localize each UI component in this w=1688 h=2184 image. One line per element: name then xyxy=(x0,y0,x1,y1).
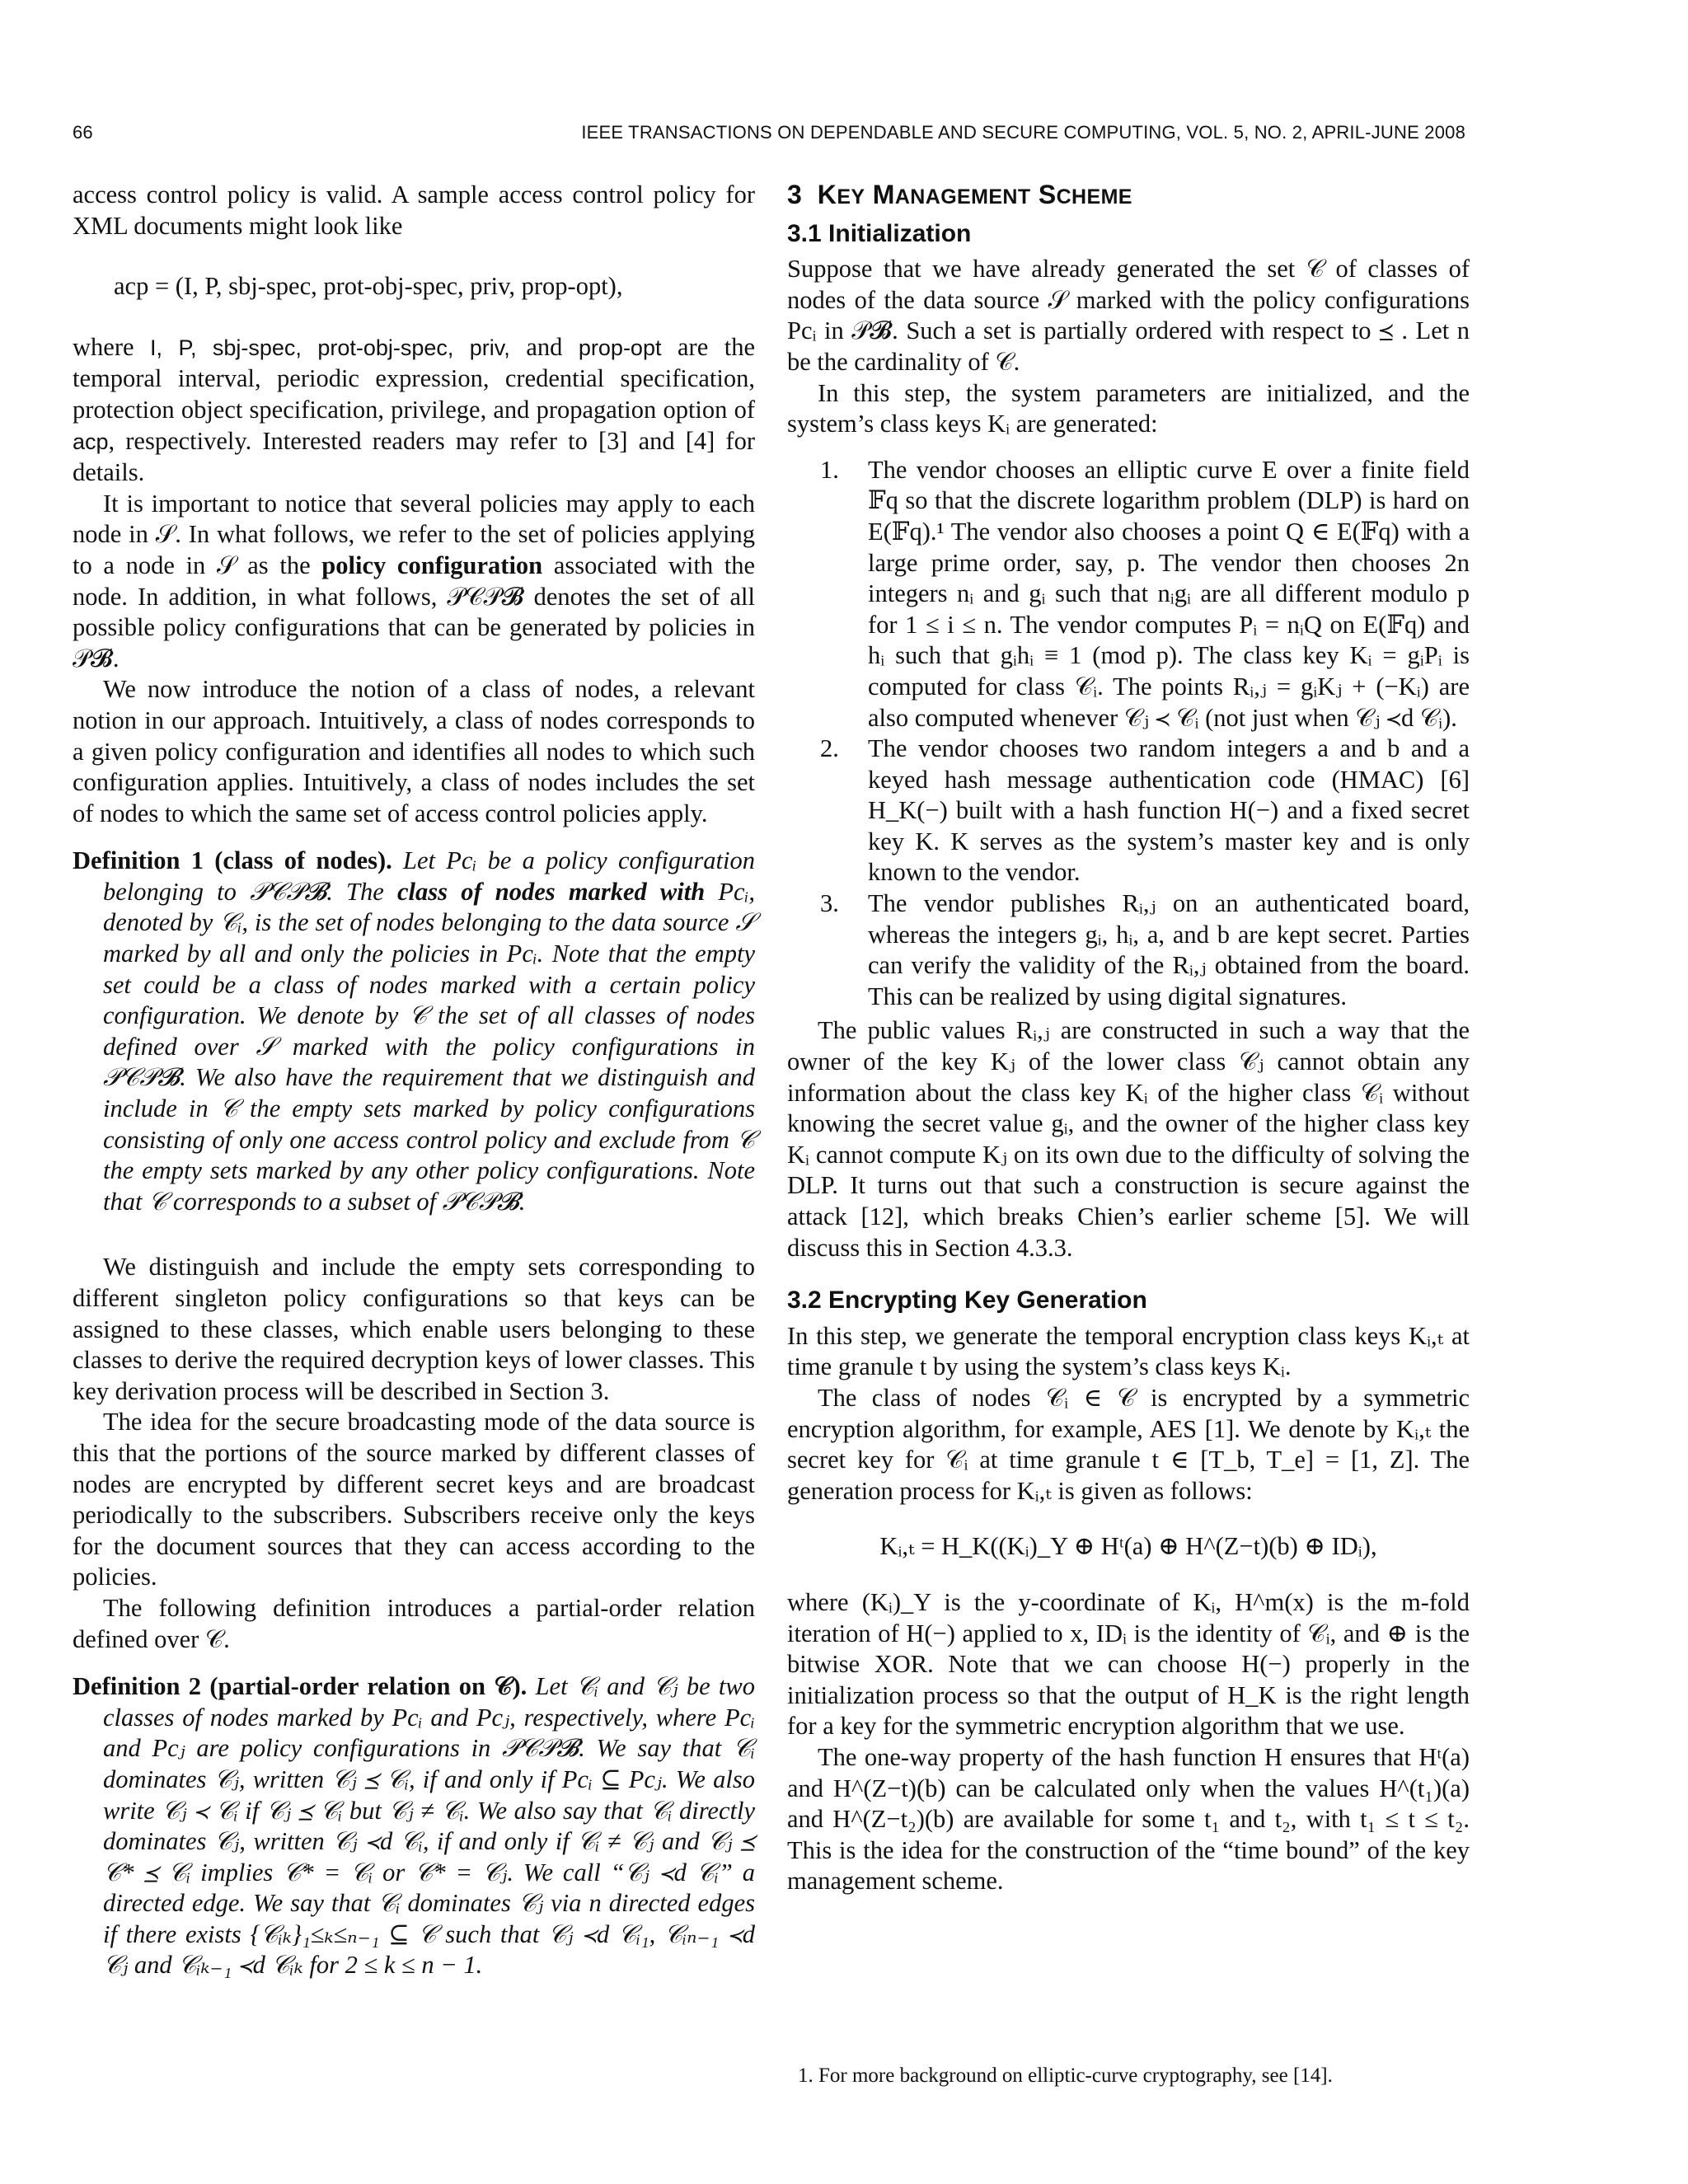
definition-1: Definition 1 (class of nodes). Let Pcᵢ be a policy configuration belonging to 𝒫𝒞𝒫𝓑. The class of nodes marked with Pcᵢ, denoted by 𝒞ᵢ, is the set of nodes belonging to the data source 𝒮 marked by all and only the policies in Pcᵢ. Note that the empty set could be a class of nodes marked with a certain policy configuration. We denote by 𝒞 the set of all classes of nodes defined over 𝒮 marked with the policy configurations in 𝒫𝒞𝒫𝓑. We also have the requirement that we distinguish and include in 𝒞 the empty sets marked by policy configurations consisting of only one access control policy and exclude from 𝒞 the empty sets marked by any other policy configurations. Note that 𝒞 corresponds to a subset of 𝒫𝒞𝒫𝓑. xyxy=(73,846,756,1216)
paragraph: The class of nodes 𝒞ᵢ ∈ 𝒞 is encrypted by a symmetric encryption algorithm, for example, AES [1]. We denote by Kᵢ,ₜ the secret key for 𝒞ᵢ at time granule t ∈ [T_b, T_e] = [1, Z]. The generation process for Kᵢ,ₜ is given as follows: xyxy=(787,1383,1470,1505)
definition-title: Definition 1 (class of nodes). xyxy=(73,846,392,875)
left-column xyxy=(73,180,755,1981)
term-propopt: prop-opt xyxy=(578,335,662,360)
equation-key: Kᵢ,ₜ = H_K((Kᵢ)_Y ⊕ Hᵗ(a) ⊕ H^(Z−t)(b) ⊕ IDᵢ), xyxy=(879,1532,1377,1561)
paragraph: In this step, we generate the temporal encryption class keys Kᵢ,ₜ at time granule t by using the system’s class keys Kᵢ. xyxy=(787,1321,1470,1381)
list-item: 2. The vendor chooses two random integers a and b and a keyed hash message authentication code (HMAC) [6] H_K(−) built with a hash function H(−) and a fixed secret key K. K serves as the system’s master key and is only known to the vendor. xyxy=(820,734,1470,887)
paragraph: In this step, the system parameters are initialized, and the system’s class keys Kᵢ are generated: xyxy=(787,378,1470,438)
paragraph: The one-way property of the hash function H ensures that Hᵗ(a) and H^(Z−t)(b) can be calculated only when the values H^(t₁)(a) and H^(Z−t₂)(b) are available for some t₁ and t₂, with t₁ ≤ t ≤ t₂. This is the idea for the construction of the “time bound” of the key management scheme. xyxy=(787,1742,1470,1896)
section-heading: 3 KEY MANAGEMENT SCHEME xyxy=(787,180,1132,209)
paragraph: where I, P, sbj-spec, prot-obj-spec, priv, and prop-opt are the temporal interval, periodic expression, credential specification, protection object specification, privilege, and propagation option of acp, respectively. Interested readers may refer to [3] and [4] for details. xyxy=(73,332,756,487)
definition-title: Definition 2 (partial-order relation on 𝒞). xyxy=(73,1672,528,1701)
term-acp: acp xyxy=(73,429,109,454)
subsection-heading: 3.1 Initialization xyxy=(787,219,972,247)
list-item: 3. The vendor publishes Rᵢ,ⱼ on an authenticated board, whereas the integers gᵢ, hᵢ, a, and b are kept secret. Parties can verify the validity of the Rᵢ,ⱼ obtained from the board. This can be realized by using digital signatures. xyxy=(820,889,1470,1010)
paragraph: It is important to notice that several policies may apply to each node in 𝒮. In what follows, we refer to the set of policies applying to a node in 𝒮 as the policy configuration associated with the node. In addition, in what follows, 𝒫𝒞𝒫𝓑 denotes the set of all possible policy configurations that can be generated by policies in 𝒫𝓑. xyxy=(73,489,756,673)
bold-term: policy configuration xyxy=(321,551,543,579)
equation-acp: acp = (I, P, sbj-spec, prot-obj-spec, priv, prop-opt), xyxy=(114,272,623,301)
list-item: 1. The vendor chooses an elliptic curve E over a finite field 𝔽q so that the discrete logarithm problem (DLP) is hard on E(𝔽q).¹ The vendor also chooses a point Q ∈ E(𝔽q) with a large prime order, say, p. The vendor then chooses 2n integers nᵢ and gᵢ such that nᵢgᵢ are all different modulo p for 1 ≤ i ≤ n. The vendor computes Pᵢ = nᵢQ on E(𝔽q) and hᵢ such that gᵢhᵢ ≡ 1 (mod p). The class key Kᵢ = gᵢPᵢ is computed for class 𝒞ᵢ. The points Rᵢ,ⱼ = gᵢKⱼ + (−Kᵢ) are also computed whenever 𝒞ⱼ ≺ 𝒞ᵢ (not just when 𝒞ⱼ ≺d 𝒞ᵢ). xyxy=(820,455,1470,732)
paragraph: We now introduce the notion of a class of nodes, a relevant notion in our approach. Intuitively, a class of nodes corresponds to a given policy configuration and identifies all nodes to which such configuration applies. Intuitively, a class of nodes includes the set of nodes to which the same set of access control policies apply. xyxy=(73,675,755,827)
footnote: 1. For more background on elliptic-curve cryptography, see [14]. xyxy=(798,2064,1333,2087)
subsection-heading: 3.2 Encrypting Key Generation xyxy=(787,1286,1147,1315)
journal-header: IEEE TRANSACTIONS ON DEPENDABLE AND SECURE COMPUTING, VOL. 5, NO. 2, APRIL-JUNE 2008 xyxy=(581,122,1465,143)
paragraph: where (Kᵢ)_Y is the y-coordinate of Kᵢ, H^m(x) is the m-fold iteration of H(−) applied to x, IDᵢ is the identity of 𝒞ᵢ, and ⊕ is the bitwise XOR. Note that we can choose H(−) properly in the initialization process so that the output of H_K is the right length for a key for the symmetric encryption algorithm that we use. xyxy=(787,1587,1470,1741)
paragraph: The idea for the secure broadcasting mode of the data source is this that the portions of the source marked by different classes of nodes are encrypted by different secret keys and are broadcast periodically to the subscribers. Subscribers receive only the keys for the document sources that they can access according to the policies. xyxy=(73,1408,755,1591)
page-number: 66 xyxy=(73,122,93,143)
term-list: I, P, sbj-spec, prot-obj-spec, priv, xyxy=(150,335,510,360)
numbered-list xyxy=(787,455,1470,1013)
definition-2: Definition 2 (partial-order relation on 𝒞). Let 𝒞ᵢ and 𝒞ⱼ be two classes of nodes marked by Pcᵢ and Pcⱼ, respectively, where Pcᵢ and Pcⱼ are policy configurations in 𝒫𝒞𝒫𝓑. We say that 𝒞ᵢ dominates 𝒞ⱼ, written 𝒞ⱼ ⪯ 𝒞ᵢ, if and only if Pcᵢ ⊆ Pcⱼ. We also write 𝒞ⱼ ≺ 𝒞ᵢ if 𝒞ⱼ ⪯ 𝒞ᵢ but 𝒞ⱼ ≠ 𝒞ᵢ. We also say that 𝒞ᵢ directly dominates 𝒞ⱼ, written 𝒞ⱼ ≺d 𝒞ᵢ, if and only if 𝒞ᵢ ≠ 𝒞ⱼ and 𝒞ⱼ ⪯ 𝒞* ⪯ 𝒞ᵢ implies 𝒞* = 𝒞ᵢ or 𝒞* = 𝒞ⱼ. We call “𝒞ⱼ ≺d 𝒞ᵢ” a directed edge. We say that 𝒞ᵢ dominates 𝒞ⱼ via n directed edges if there exists {𝒞ᵢₖ}₁≤ₖ≤ₙ₋₁ ⊆ 𝒞 such that 𝒞ⱼ ≺d 𝒞ᵢ₁, 𝒞ᵢₙ₋₁ ≺d 𝒞ⱼ and 𝒞ᵢₖ₋₁ ≺d 𝒞ᵢₖ for 2 ≤ k ≤ n − 1. xyxy=(73,1672,755,1980)
paragraph: The following definition introduces a partial-order relation defined over 𝒞. xyxy=(73,1593,755,1653)
paragraph: access control policy is valid. A sample access control policy for XML documents might look like xyxy=(73,180,755,240)
paragraph: Suppose that we have already generated the set 𝒞 of classes of nodes of the data source 𝒮 marked with the policy configurations Pcᵢ in 𝒫𝓑. Such a set is partially ordered with respect to ⪯ . Let n be the cardinality of 𝒞. xyxy=(787,255,1470,376)
paragraph: The public values Rᵢ,ⱼ are constructed in such a way that the owner of the key Kⱼ of the lower class 𝒞ⱼ cannot obtain any information about the class key Kᵢ of the higher class 𝒞ᵢ without knowing the secret value gᵢ, and the owner of the higher class key Kᵢ cannot compute Kⱼ on its own due to the difficulty of solving the DLP. It turns out that such a construction is secure against the attack [12], which breaks Chien’s earlier scheme [5]. We will discuss this in Section 4.3.3. xyxy=(787,1016,1470,1262)
right-column xyxy=(787,180,1470,1897)
paragraph: We distinguish and include the empty sets corresponding to different singleton policy configurations so that keys can be assigned to these classes, which enable users belonging to these classes to derive the required decryption keys of lower classes. This key derivation process will be described in Section 3. xyxy=(73,1253,755,1405)
